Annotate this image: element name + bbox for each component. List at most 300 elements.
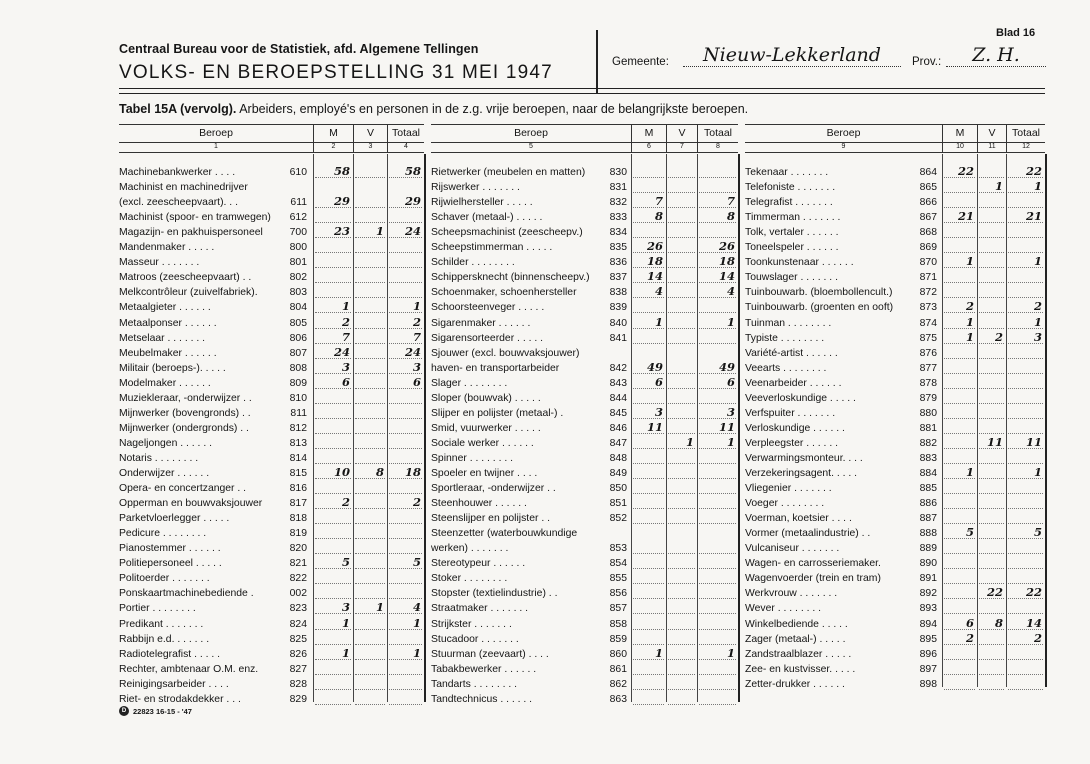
column-rule [424, 154, 426, 702]
table-title [119, 102, 748, 116]
occupation-code: 882 [919, 437, 937, 449]
occupation-code: 611 [290, 197, 307, 209]
table-row [745, 331, 1045, 346]
count-male [313, 391, 353, 406]
occupation-label: Predikant . . . . . . . [119, 618, 204, 630]
occupation-code: 852 [609, 513, 627, 525]
table-row [745, 361, 1045, 376]
count-female [666, 496, 697, 511]
count-female [353, 210, 387, 225]
count-total: 11 [1025, 434, 1042, 449]
count-total [1006, 406, 1045, 421]
count-female [977, 571, 1006, 586]
count-female [977, 481, 1006, 496]
column-rule [738, 154, 740, 702]
occupation-code: 853 [609, 543, 627, 555]
count-total [697, 511, 738, 526]
count-female: 1 [375, 224, 384, 239]
count-female [353, 180, 387, 195]
count-total [1006, 556, 1045, 571]
table-row [431, 556, 738, 571]
count-total: 7 [726, 194, 735, 209]
count-female [353, 692, 387, 707]
occupation-code: 836 [609, 257, 627, 269]
gemeente-label: Gemeente: [612, 56, 669, 68]
count-female [977, 496, 1006, 511]
table-title-text: Arbeiders, employé's en personen in de z.g. vrije beroepen, naar de belangrijkste beroepen. [239, 102, 749, 116]
count-male [631, 346, 666, 361]
occupation-label: Sociale werker . . . . . . [431, 437, 534, 449]
table-row [431, 541, 738, 556]
count-female [666, 165, 697, 180]
table-row [745, 662, 1045, 677]
occupation-label: Metaalponser . . . . . . [119, 317, 217, 329]
table-row [119, 632, 424, 647]
occupation-label: Politoerder . . . . . . . [119, 573, 210, 585]
count-female [353, 481, 387, 496]
count-male: 58 [333, 164, 350, 178]
count-male: 6 [654, 374, 663, 389]
occupation-code: 819 [289, 528, 307, 540]
occupation-code: 811 [290, 407, 307, 419]
count-male [631, 511, 666, 526]
count-female [977, 346, 1006, 361]
organisation-name: Centraal Bureau voor de Statistiek, afd. Algemene Tellingen [119, 42, 479, 56]
occupation-code: 893 [919, 603, 937, 615]
occupation-label: Straatmaker . . . . . . . [431, 603, 529, 615]
count-male [942, 180, 977, 195]
occupation-label: Telefoniste . . . . . . . [745, 182, 836, 194]
count-total: 24 [404, 224, 421, 239]
occupation-code: 897 [919, 663, 937, 675]
occupation-label: Verpleegster . . . . . . [745, 437, 838, 449]
occupation-code: 883 [919, 452, 937, 464]
count-total [697, 586, 738, 601]
count-male [942, 421, 977, 436]
count-total: 26 [718, 239, 735, 254]
count-male: 10 [333, 465, 350, 479]
count-male [313, 677, 353, 692]
count-male: 3 [654, 404, 663, 419]
count-total [697, 300, 738, 315]
count-total [387, 677, 424, 692]
count-female [977, 451, 1006, 466]
occupation-label: Verzekeringsagent. . . . . [745, 468, 858, 479]
count-total: 2 [1033, 630, 1042, 645]
column-number: 7 [666, 142, 697, 152]
column-rule [1045, 154, 1047, 687]
table-row [431, 165, 738, 180]
count-male [313, 255, 353, 270]
occupation-label: Toonkunstenaar . . . . . . [745, 257, 854, 269]
count-female [977, 406, 1006, 421]
table-row [119, 541, 424, 556]
count-total: 11 [718, 419, 735, 434]
occupation-label: Schippersknecht (binnenscheepv.) [431, 272, 590, 284]
count-male: 24 [333, 344, 350, 359]
count-male: 21 [957, 209, 974, 224]
table-row [431, 180, 738, 195]
count-total [1006, 451, 1045, 466]
occupation-label: Sigarensorteerder . . . . . [431, 332, 544, 344]
occupation-code: 808 [289, 362, 307, 374]
count-total [1006, 285, 1045, 300]
occupation-label: Tuinman . . . . . . . . [745, 317, 832, 329]
count-male [313, 270, 353, 285]
count-male: 5 [341, 555, 350, 570]
count-male [313, 406, 353, 421]
occupation-label: Melkcontrôleur (zuivelfabriek). [119, 287, 258, 299]
occupation-code: 886 [919, 498, 937, 510]
table-row [119, 601, 424, 616]
count-total [1006, 421, 1045, 436]
table-row [431, 331, 738, 346]
occupation-code: 884 [919, 468, 937, 479]
count-female [666, 617, 697, 632]
occupation-label: Wagen- en carrosseriemaker. [745, 558, 881, 570]
count-total: 1 [1033, 254, 1042, 269]
count-female [353, 421, 387, 436]
table-row [119, 376, 424, 391]
occupation-label: Steenslijper en polijster . . [431, 513, 550, 525]
occupation-label: Sportleraar, -onderwijzer . . [431, 483, 556, 495]
table-row [431, 225, 738, 240]
count-male [942, 436, 977, 451]
count-female [977, 300, 1006, 315]
occupation-label: Zee- en kustvisser. . . . . [745, 663, 856, 675]
occupation-label: Tuinbouwarb. (bloembollencult.) [745, 287, 893, 299]
count-female [666, 255, 697, 270]
header-m: M [313, 125, 353, 142]
count-female [977, 270, 1006, 285]
count-total [697, 451, 738, 466]
table-row [745, 632, 1045, 647]
occupation-code: 810 [289, 392, 307, 404]
count-female [977, 421, 1006, 436]
table-row [745, 316, 1045, 331]
header-separator [596, 30, 598, 94]
count-total [1006, 346, 1045, 361]
count-total: 22 [1025, 585, 1042, 600]
table-row [745, 285, 1045, 300]
count-male [942, 481, 977, 496]
occupation-code: 863 [609, 693, 627, 705]
count-total [697, 692, 738, 707]
occupation-code: 849 [609, 468, 627, 479]
occupation-code [597, 346, 627, 361]
count-female [353, 677, 387, 692]
count-total [387, 451, 424, 466]
count-female [977, 391, 1006, 406]
column-number: 5 [529, 143, 533, 150]
count-male: 26 [646, 239, 663, 254]
count-total: 1 [1033, 465, 1042, 479]
count-total: 58 [404, 164, 421, 178]
column-header-row [431, 124, 738, 143]
occupation-label: Verfspuiter . . . . . . . [745, 407, 836, 419]
occupation-code: 889 [919, 543, 937, 555]
occupation-label: Spoeler en twijner . . . . [431, 468, 538, 479]
occupation-code: 870 [919, 257, 937, 269]
occupation-label: Schoorsteenveger . . . . . [431, 302, 545, 314]
occupation-code: 851 [609, 498, 627, 510]
count-male [313, 586, 353, 601]
occupation-code: 868 [919, 227, 937, 239]
count-female [666, 240, 697, 255]
count-male: 2 [341, 314, 350, 329]
occupation-label: Radiotelegrafist . . . . . [119, 648, 221, 660]
table-row [431, 571, 738, 586]
count-total [697, 571, 738, 586]
column-number: 6 [631, 142, 666, 152]
occupation-code: 862 [609, 678, 627, 690]
occupation-code: 866 [919, 197, 937, 209]
count-female: 2 [994, 329, 1003, 344]
count-total: 22 [1025, 164, 1042, 178]
count-male: 49 [646, 359, 663, 374]
occupation-code: 877 [919, 362, 937, 374]
table-row [745, 300, 1045, 315]
count-male: 4 [654, 284, 663, 299]
count-total: 4 [726, 284, 735, 299]
count-male: 3 [341, 359, 350, 374]
occupation-label: Nageljongen . . . . . . [119, 437, 212, 449]
table-row [119, 346, 424, 361]
count-male: 2 [341, 495, 350, 510]
occupation-code: 842 [609, 362, 627, 374]
occupation-code: 815 [289, 468, 307, 479]
count-female [977, 240, 1006, 255]
count-female [977, 255, 1006, 270]
occupation-label: Parketvloerlegger . . . . . [119, 513, 230, 525]
occupation-label: Tandarts . . . . . . . . [431, 678, 518, 690]
count-total [697, 346, 738, 361]
occupation-code: 888 [919, 528, 937, 540]
occupation-label: Muziekleraar, -onderwijzer . . [119, 392, 252, 404]
count-male [313, 571, 353, 586]
table-row [745, 496, 1045, 511]
header-totaal: Totaal [387, 125, 424, 142]
table-row [745, 406, 1045, 421]
header-v: V [353, 125, 387, 142]
table-row [431, 617, 738, 632]
table-row [119, 677, 424, 692]
count-female [666, 571, 697, 586]
occupation-code: 816 [289, 483, 307, 495]
table-row [745, 526, 1045, 541]
count-female [666, 376, 697, 391]
count-male [631, 601, 666, 616]
occupation-label: Modelmaker . . . . . . [119, 377, 211, 389]
occupation-code: 896 [919, 648, 937, 660]
count-female [353, 571, 387, 586]
count-total [697, 526, 738, 541]
count-female: 1 [994, 179, 1003, 194]
occupation-label: Rabbijn e.d. . . . . . . [119, 633, 210, 645]
count-total [387, 662, 424, 677]
count-female [666, 361, 697, 376]
occupation-label: Zandstraalblazer . . . . . [745, 648, 852, 660]
table-row [119, 361, 424, 376]
occupation-label: Portier . . . . . . . . [119, 603, 196, 615]
table-row [745, 556, 1045, 571]
count-male [942, 195, 977, 210]
column-number: 9 [841, 143, 846, 150]
count-female [353, 346, 387, 361]
occupation-code: 824 [289, 618, 307, 630]
count-total: 14 [718, 269, 735, 284]
occupation-code: 835 [609, 242, 627, 254]
occupation-label: Spinner . . . . . . . . [431, 452, 514, 464]
header-v: V [977, 125, 1006, 142]
table-row [431, 466, 738, 481]
occupation-code: 803 [289, 287, 307, 299]
count-male [942, 511, 977, 526]
table-row [431, 361, 738, 376]
count-male: 29 [333, 194, 350, 209]
count-total [697, 677, 738, 692]
occupation-code: 887 [919, 513, 937, 525]
count-female [977, 556, 1006, 571]
occupation-label: Opperman en bouwvaksjouwer [119, 498, 263, 510]
count-total: 24 [404, 344, 421, 359]
count-total [1006, 270, 1045, 285]
occupation-label: Meubelmaker . . . . . . [119, 347, 217, 359]
count-male: 22 [957, 164, 974, 178]
occupation-code: 841 [609, 332, 627, 344]
count-male: 6 [965, 615, 974, 630]
table-row [431, 391, 738, 406]
table-row [745, 270, 1045, 285]
count-male [313, 526, 353, 541]
occupation-code: 700 [289, 227, 307, 239]
count-total: 2 [412, 314, 421, 329]
table-row [745, 255, 1045, 270]
count-female [666, 511, 697, 526]
count-male: 2 [965, 630, 974, 645]
occupation-code: 846 [609, 422, 627, 434]
count-total [387, 526, 424, 541]
count-total [387, 632, 424, 647]
occupation-code: 876 [919, 347, 937, 359]
table-row [745, 586, 1045, 601]
table-row [119, 165, 424, 180]
count-male [942, 451, 977, 466]
occupation-code: 859 [609, 633, 627, 645]
occupation-label: Tandtechnicus . . . . . . [431, 693, 533, 705]
count-male [631, 496, 666, 511]
occupation-code: 848 [609, 452, 627, 464]
column-number: 2 [313, 142, 353, 152]
print-footer [119, 706, 192, 716]
table-row [119, 331, 424, 346]
count-total [697, 617, 738, 632]
count-female [666, 316, 697, 331]
table-row [119, 240, 424, 255]
table-row [745, 466, 1045, 481]
count-male [631, 571, 666, 586]
column-number-row [119, 142, 424, 153]
table-row [745, 210, 1045, 225]
occupation-label: Rijswerker . . . . . . . [431, 182, 520, 194]
count-male [942, 556, 977, 571]
table-row [745, 451, 1045, 466]
table-row [431, 436, 738, 451]
count-male [313, 662, 353, 677]
count-total [387, 571, 424, 586]
occupation-label: Pedicure . . . . . . . . [119, 528, 207, 540]
count-female [666, 346, 697, 361]
count-male [313, 240, 353, 255]
count-male [942, 240, 977, 255]
count-male [631, 481, 666, 496]
occupation-label: Magazijn- en pakhuispersoneel [119, 227, 263, 239]
occupation-label: Scheepsmachinist (zeescheepv.) [431, 227, 583, 239]
count-female [666, 300, 697, 315]
occupation-label: Rijwielhersteller . . . . . [431, 197, 533, 209]
count-female [666, 421, 697, 436]
table-row [431, 481, 738, 496]
count-male [942, 496, 977, 511]
count-female [353, 376, 387, 391]
count-female [353, 300, 387, 315]
occupation-label: Werkvrouw . . . . . . . [745, 588, 838, 600]
count-male [631, 466, 666, 481]
occupation-code: 814 [289, 452, 307, 464]
count-female [353, 361, 387, 376]
count-male [942, 270, 977, 285]
count-total [387, 240, 424, 255]
table-title-prefix: Tabel 15A (vervolg). [119, 102, 237, 116]
count-female [977, 662, 1006, 677]
province-value: Z. H. [946, 44, 1046, 67]
count-total: 1 [726, 314, 735, 329]
count-male: 1 [965, 465, 974, 479]
table-row [119, 511, 424, 526]
count-female [666, 195, 697, 210]
count-male: 1 [341, 615, 350, 630]
occupation-code: 828 [289, 678, 307, 690]
occupation-label: Wever . . . . . . . . [745, 603, 822, 615]
count-male [631, 331, 666, 346]
count-male [631, 617, 666, 632]
occupation-label: Politiepersoneel . . . . . [119, 558, 222, 570]
column-number: 11 [977, 142, 1006, 152]
count-male [313, 481, 353, 496]
occupation-code: 833 [609, 212, 627, 224]
occupation-code: 834 [609, 227, 627, 239]
count-female [977, 316, 1006, 331]
count-total [1006, 195, 1045, 210]
occupation-code: 878 [919, 377, 937, 389]
table-row [431, 376, 738, 391]
occupation-label: Zager (metaal-) . . . . . [745, 633, 846, 645]
count-male [942, 662, 977, 677]
table-row [745, 180, 1045, 195]
count-female [353, 316, 387, 331]
table-row [431, 240, 738, 255]
table-row [431, 496, 738, 511]
table-row [745, 421, 1045, 436]
header-totaal: Totaal [1006, 125, 1045, 142]
table-row [745, 195, 1045, 210]
table-row [119, 421, 424, 436]
occupation-code: 805 [289, 317, 307, 329]
form-title: VOLKS- EN BEROEPSTELLING 31 MEI 1947 [119, 62, 553, 83]
occupation-code: 822 [289, 573, 307, 585]
table-row [431, 526, 738, 541]
occupation-label: Stucadoor . . . . . . . [431, 633, 519, 645]
